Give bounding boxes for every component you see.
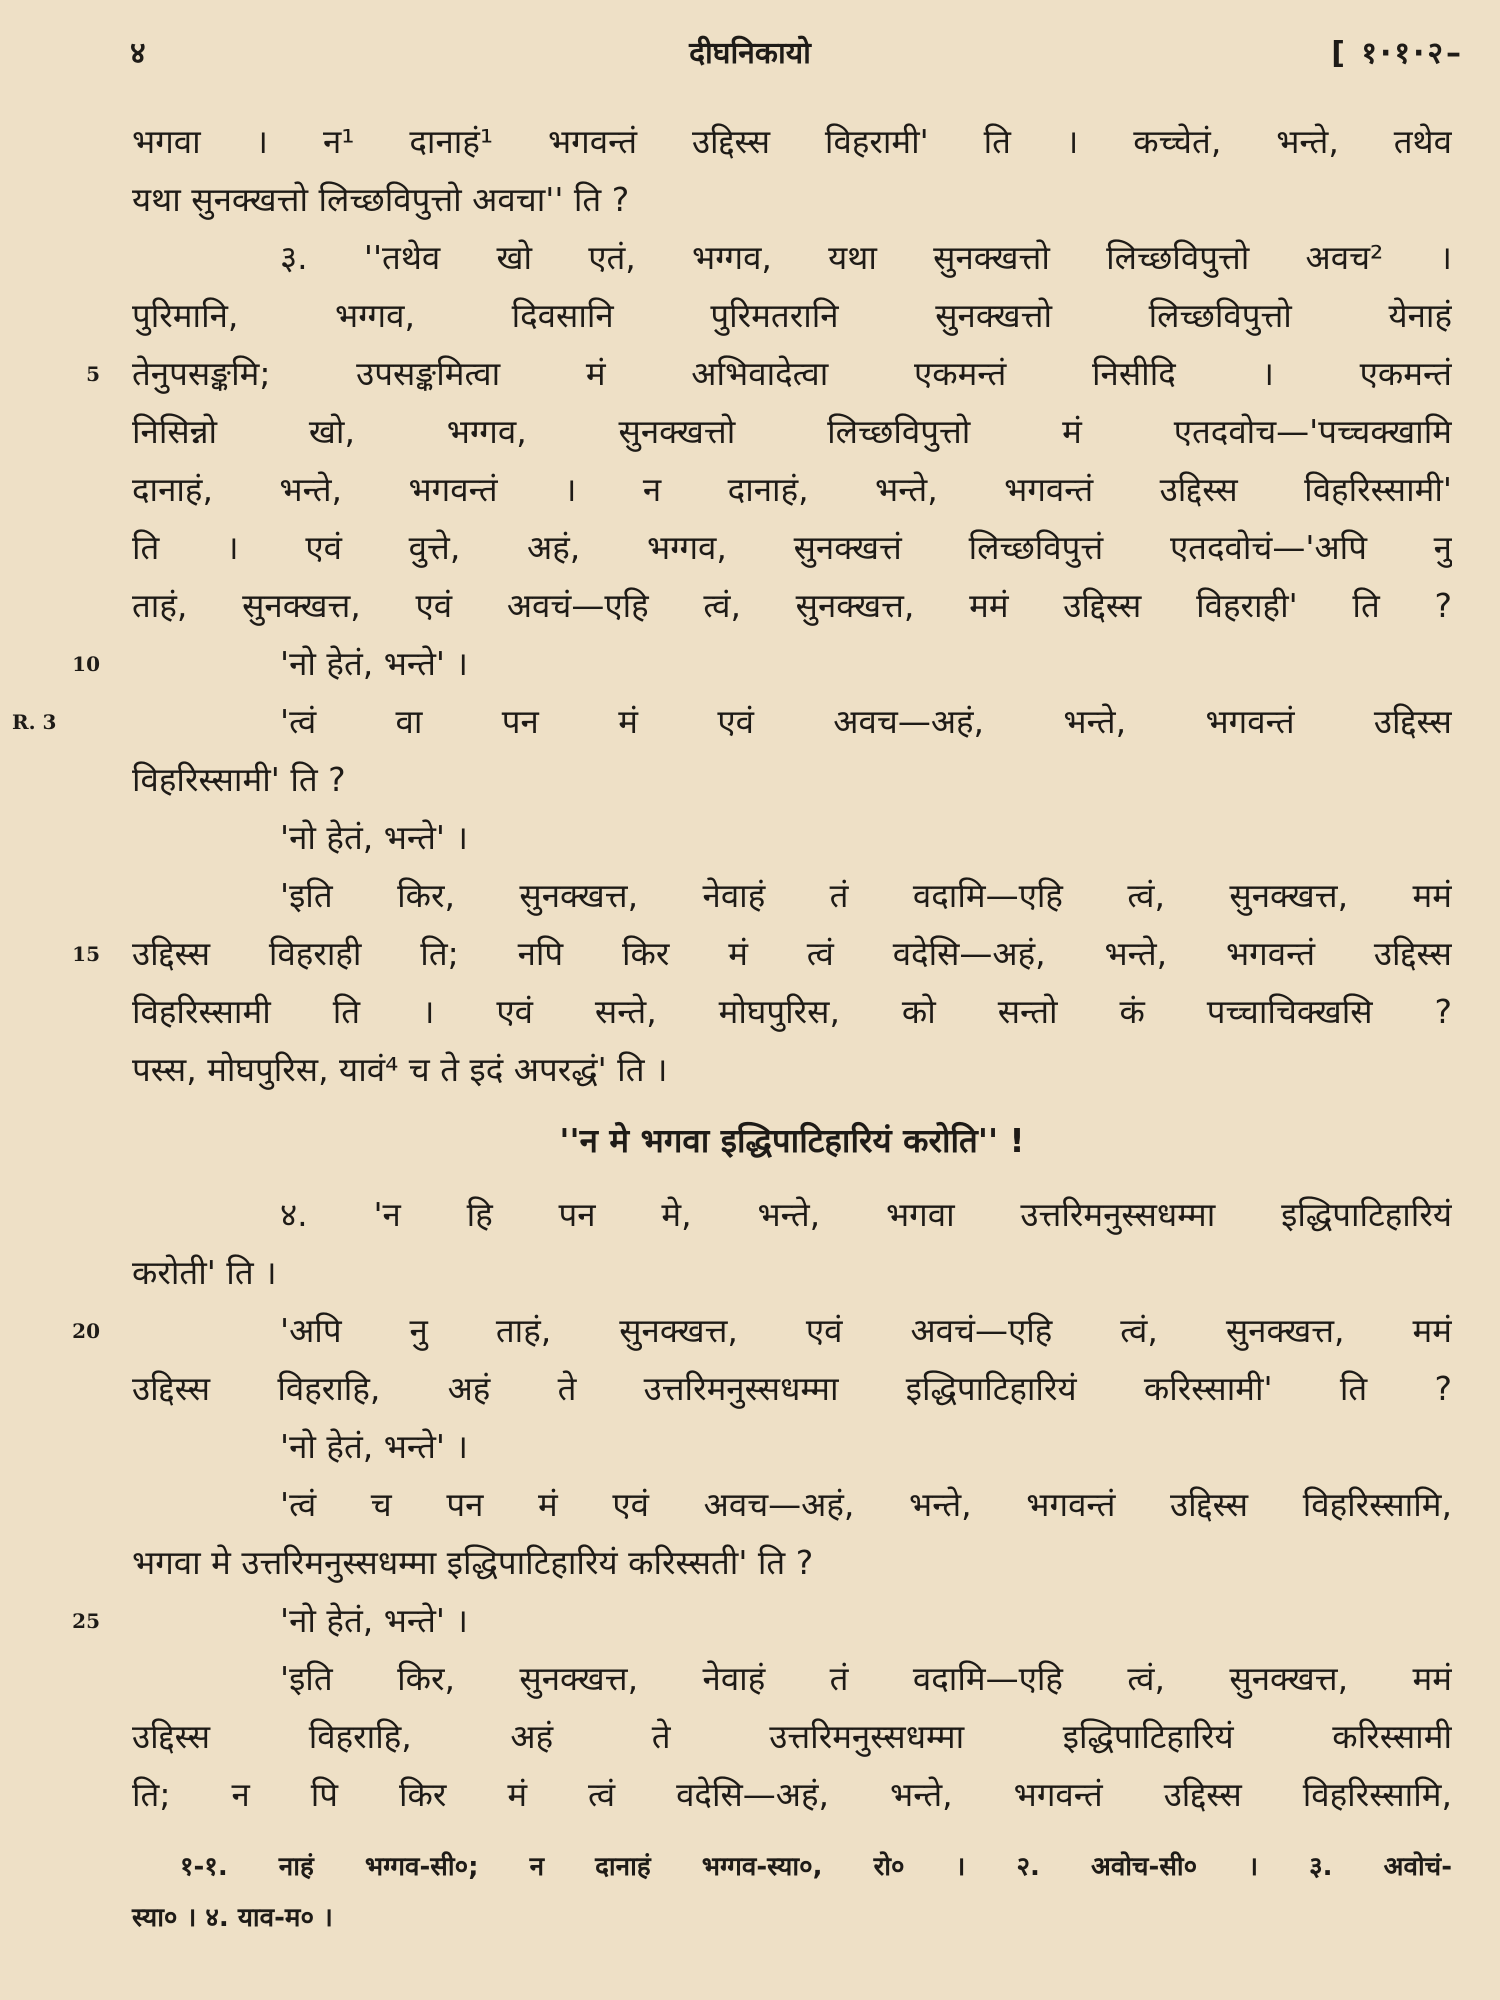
section-heading: ''न मे भगवा इद्धिपाटिहारियं करोति'' ! bbox=[559, 1121, 1025, 1160]
text-line: यथा सुनक्खत्तो लिच्छविपुत्तो अवचा'' ति ? bbox=[132, 180, 630, 219]
text-line: उद्दिस्स विहराहि, अहं ते उत्तरिमनुस्सधम्मा इद्धिपाटिहारियं करिस्सामी' ति ? bbox=[132, 1369, 1452, 1408]
dialogue-line: 'नो हेतं, भन्ते' । bbox=[280, 818, 468, 857]
text-line: ति । एवं वुत्ते, अहं, भग्गव, सुनक्खत्तं लिच्छविपुत्तं एतदवोचं—'अपि नु bbox=[132, 528, 1452, 567]
text-line: पुरिमानि, भग्गव, दिवसानि पुरिमतरानि सुनक्खत्तो लिच्छविपुत्तो येनाहं bbox=[132, 296, 1452, 335]
dialogue-line: 'नो हेतं, भन्ते' । bbox=[280, 1601, 468, 1640]
paragraph-4-start: ४. 'न हि पन मे, भन्ते, भगवा उत्तरिमनुस्सधम्मा इद्धिपाटिहारियं bbox=[280, 1195, 1452, 1234]
dialogue-line: 'नो हेतं, भन्ते' । bbox=[280, 644, 468, 683]
dialogue-line: 'इति किर, सुनक्खत्त, नेवाहं तं वदामि—एहि त्वं, सुनक्खत्त, ममं bbox=[280, 876, 1452, 915]
text-line: उद्दिस्स विहराहि, अहं ते उत्तरिमनुस्सधम्मा इद्धिपाटिहारियं करिस्सामी bbox=[132, 1717, 1452, 1756]
section-reference: [ १·१·२– bbox=[1331, 36, 1464, 71]
text-line: विहरिस्सामी ति । एवं सन्ते, मोघपुरिस, को सन्तो कं पच्चाचिक्खसि ? bbox=[132, 992, 1452, 1031]
text-line: उद्दिस्स विहराही ति; नपि किर मं त्वं वदेसि—अहं, भन्ते, भगवन्तं उद्दिस्स bbox=[132, 934, 1452, 973]
text-line: निसिन्नो खो, भग्गव, सुनक्खत्तो लिच्छविपुत्तो मं एतदवोच—'पच्चक्खामि bbox=[132, 412, 1452, 451]
line-number: 25 bbox=[72, 1609, 100, 1633]
text-line: तेनुपसङ्कमि; उपसङ्कमित्वा मं अभिवादेत्वा एकमन्तं निसीदि । एकमन्तं bbox=[132, 354, 1452, 393]
text-line: भगवा मे उत्तरिमनुस्सधम्मा इद्धिपाटिहारियं करिस्सती' ति ? bbox=[132, 1543, 814, 1582]
dialogue-line: 'त्वं च पन मं एवं अवच—अहं, भन्ते, भगवन्तं उद्दिस्स विहरिस्सामि, bbox=[280, 1485, 1452, 1524]
running-title: दीघनिकायो bbox=[689, 36, 811, 71]
line-number: 15 bbox=[72, 942, 100, 966]
text-line: विहरिस्सामी' ति ? bbox=[132, 760, 346, 799]
text-line: दानाहं, भन्ते, भगवन्तं । न दानाहं, भन्ते, भगवन्तं उद्दिस्स विहरिस्सामी' bbox=[132, 470, 1452, 509]
dialogue-line: 'नो हेतं, भन्ते' । bbox=[280, 1427, 468, 1466]
line-number: 20 bbox=[72, 1319, 100, 1343]
dialogue-line: 'इति किर, सुनक्खत्त, नेवाहं तं वदामि—एहि त्वं, सुनक्खत्त, ममं bbox=[280, 1659, 1452, 1698]
footnote-line: स्या० । ४. याव-म० । bbox=[132, 1903, 333, 1933]
text-line: भगवा । न¹ दानाहं¹ भगवन्तं उद्दिस्स विहरामी' ति । कच्चेतं, भन्ते, तथेव bbox=[132, 122, 1452, 161]
text-line: पस्स, मोघपुरिस, यावं⁴ च ते इदं अपरद्धं' ति । bbox=[132, 1050, 668, 1089]
line-number: 10 bbox=[72, 652, 100, 676]
dialogue-line: 'अपि नु ताहं, सुनक्खत्त, एवं अवचं—एहि त्वं, सुनक्खत्त, ममं bbox=[280, 1311, 1452, 1350]
text-line: करोती' ति । bbox=[132, 1253, 277, 1292]
text-line: ति; न पि किर मं त्वं वदेसि—अहं, भन्ते, भगवन्तं उद्दिस्स विहरिस्सामि, bbox=[132, 1775, 1452, 1814]
text-line: ताहं, सुनक्खत्त, एवं अवचं—एहि त्वं, सुनक्खत्त, ममं उद्दिस्स विहराही' ति ? bbox=[132, 586, 1452, 625]
line-number: 5 bbox=[86, 362, 100, 386]
page-reference: R. 3 bbox=[12, 710, 57, 734]
dialogue-line: 'त्वं वा पन मं एवं अवच—अहं, भन्ते, भगवन्तं उद्दिस्स bbox=[280, 702, 1452, 741]
footnote-line: १-१. नाहं भग्गव-सी०; न दानाहं भग्गव-स्या०, रो० । २. अवोच-सी० । ३. अवोचं- bbox=[180, 1852, 1452, 1882]
page-number: ४ bbox=[130, 36, 146, 71]
paragraph-3-start: ३. ''तथेव खो एतं, भग्गव, यथा सुनक्खत्तो लिच्छविपुत्तो अवच² । bbox=[280, 238, 1452, 277]
